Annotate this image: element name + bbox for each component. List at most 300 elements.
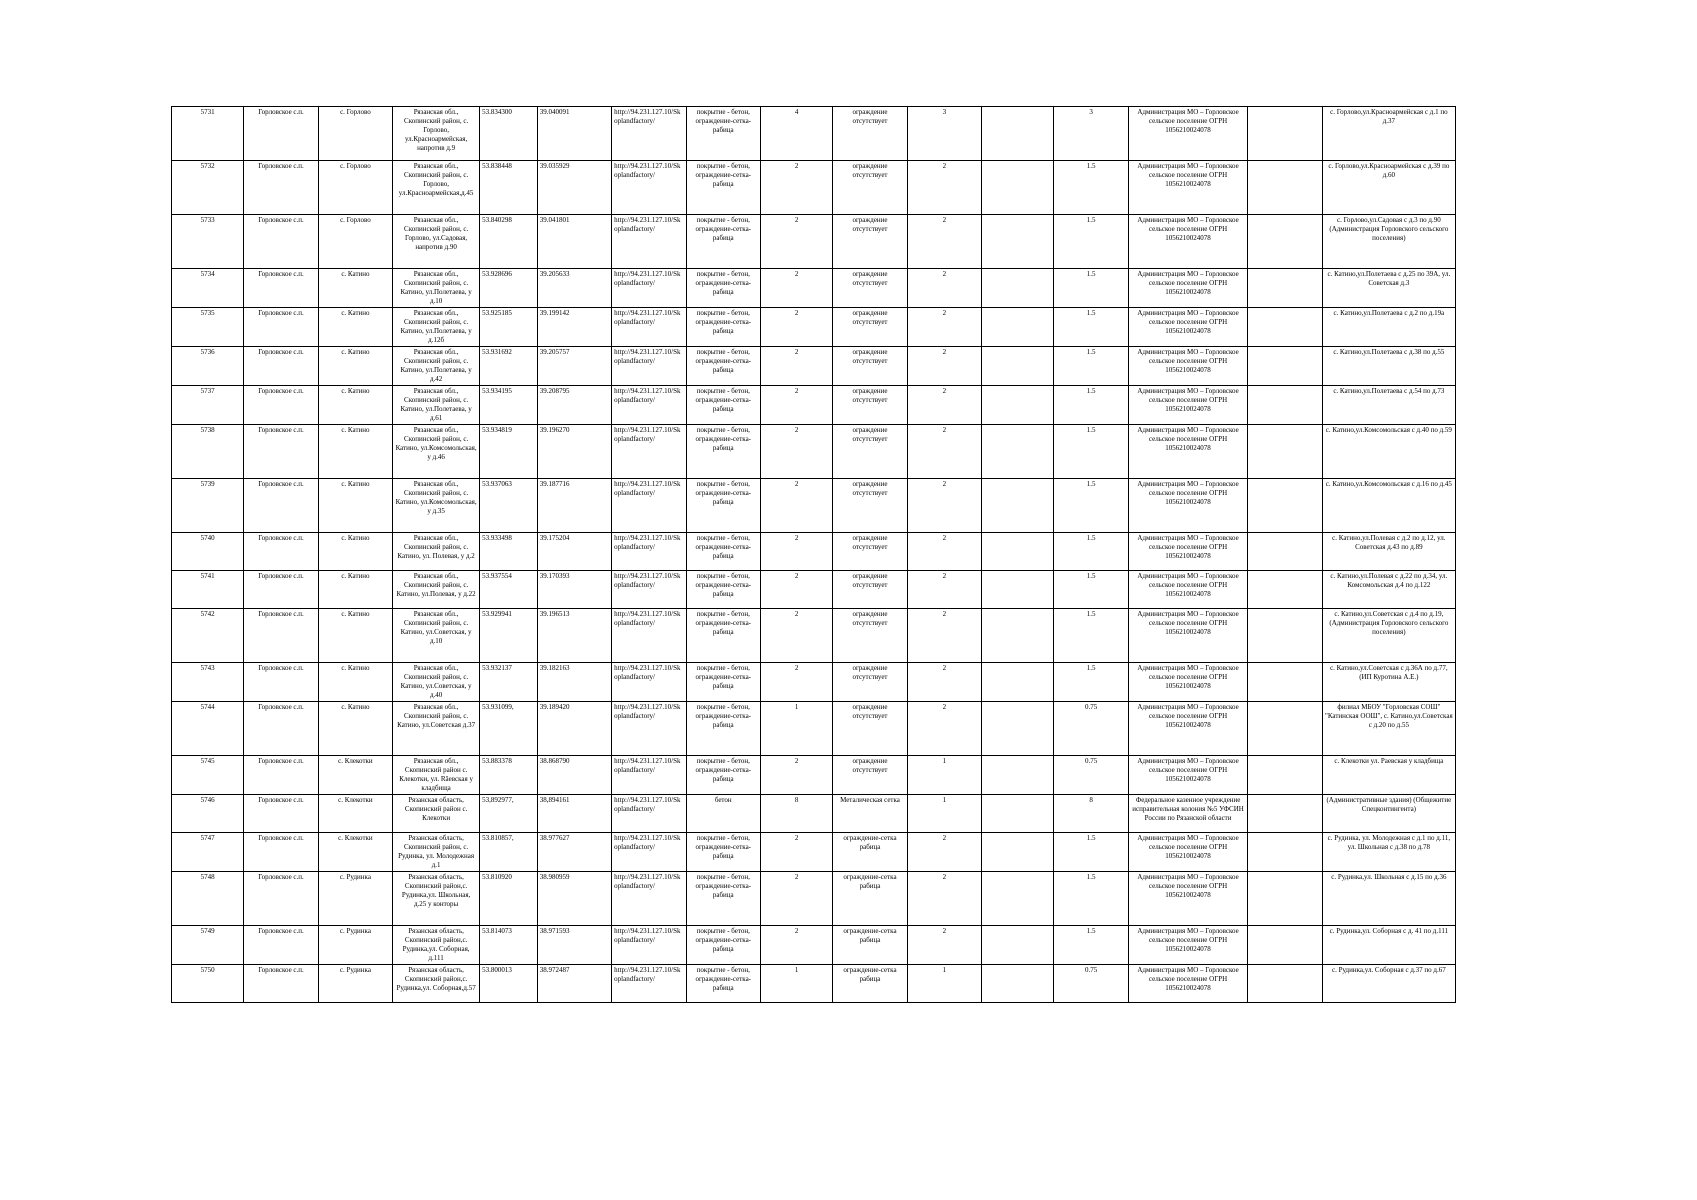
map-link-cell[interactable]: http://94.231.127.10/Skoplandfactory/	[612, 872, 686, 926]
empty-cell-cell	[982, 663, 1054, 702]
table-row	[172, 269, 1456, 308]
surface-type-cell: покрытие - бетон, ограждение-сетка-рабица	[686, 479, 760, 533]
locality-cell: с. Катино	[318, 347, 392, 386]
container-area-cell: 2	[760, 833, 832, 872]
settlement-cell: Горловское с.п.	[244, 663, 318, 702]
served-objects-cell: с. Рудинка,ул. Соборная с д. 41 по д.111	[1322, 926, 1455, 965]
container-count-cell: 2	[907, 702, 981, 756]
fence-type-cell: Металическая сетка	[833, 795, 907, 833]
row-id-cell: 5738	[172, 425, 244, 479]
latitude-cell: 53.840298	[480, 215, 538, 269]
served-objects-cell: с. Рудинка, ул. Молодежная с д.1 по д.11, ул. Школьная с д.38 по д.78	[1322, 833, 1455, 872]
served-objects-cell: с. Катино,ул.Полетаева с д.38 по д.55	[1322, 347, 1455, 386]
map-link-cell[interactable]: http://94.231.127.10/Skoplandfactory/	[612, 425, 686, 479]
container-volume-cell: 1.5	[1054, 308, 1128, 347]
empty-cell-cell	[982, 308, 1054, 347]
container-count-cell: 2	[907, 425, 981, 479]
empty-cell-cell	[1248, 926, 1322, 965]
latitude-cell: 53.937063	[480, 479, 538, 533]
settlement-cell: Горловское с.п.	[244, 571, 318, 609]
latitude-cell: 53.925185	[480, 308, 538, 347]
settlement-cell: Горловское с.п.	[244, 533, 318, 571]
latitude-cell: 53.928696	[480, 269, 538, 308]
served-objects-cell: с. Рудинка,ул. Школьная с д.15 по д.36	[1322, 872, 1455, 926]
container-volume-cell: 3	[1054, 107, 1128, 161]
row-id-cell: 5735	[172, 308, 244, 347]
table-row	[172, 479, 1456, 533]
locality-cell: с. Катино	[318, 308, 392, 347]
map-link-cell[interactable]: http://94.231.127.10/Skoplandfactory/	[612, 269, 686, 308]
empty-cell-cell	[982, 833, 1054, 872]
served-objects-cell: с. Рудинка,ул. Соборная с д.37 по д.67	[1322, 965, 1455, 1003]
surface-type-cell: покрытие - бетон, ограждение-сетка-рабица	[686, 308, 760, 347]
address-cell: Рязанская обл., Скопинский район, с. Катино, ул.Советская, у д.10	[393, 609, 480, 663]
registry-table	[171, 106, 1456, 1003]
settlement-cell: Горловское с.п.	[244, 269, 318, 308]
container-area-cell: 2	[760, 308, 832, 347]
address-cell: Рязанская область, Скопинский район,с. Рудинка,ул. Школьная, д.25 у конторы	[393, 872, 480, 926]
address-cell: Рязанская обл., Скопинский район с. Клекотки, ул. Râевская у кладбища	[393, 756, 480, 795]
locality-cell: с. Горлово	[318, 161, 392, 215]
empty-cell-cell	[982, 571, 1054, 609]
container-count-cell: 2	[907, 386, 981, 425]
settlement-cell: Горловское с.п.	[244, 609, 318, 663]
longitude-cell: 39.187716	[537, 479, 611, 533]
map-link-cell[interactable]: http://94.231.127.10/Skoplandfactory/	[612, 479, 686, 533]
container-area-cell: 1	[760, 702, 832, 756]
settlement-cell: Горловское с.п.	[244, 107, 318, 161]
container-volume-cell: 1.5	[1054, 833, 1128, 872]
owner-cell: Администрация МО – Горловское сельское поселение ОГРН 1056210024078	[1128, 347, 1247, 386]
map-link-cell[interactable]: http://94.231.127.10/Skoplandfactory/	[612, 926, 686, 965]
served-objects-cell: с. Катино,ул.Комсомольская с д.16 по д.45	[1322, 479, 1455, 533]
row-id-cell: 5750	[172, 965, 244, 1003]
surface-type-cell: покрытие - бетон, ограждение-сетка-рабица	[686, 609, 760, 663]
empty-cell-cell	[982, 269, 1054, 308]
registry-rows	[172, 107, 1456, 1003]
container-count-cell: 1	[907, 795, 981, 833]
owner-cell: Администрация МО – Горловское сельское поселение ОГРН 1056210024078	[1128, 571, 1247, 609]
container-area-cell: 2	[760, 347, 832, 386]
owner-cell: Администрация МО – Горловское сельское поселение ОГРН 1056210024078	[1128, 663, 1247, 702]
fence-type-cell: ограждение отсутствует	[833, 347, 907, 386]
map-link-cell[interactable]: http://94.231.127.10/Skoplandfactory/	[612, 609, 686, 663]
empty-cell-cell	[982, 479, 1054, 533]
fence-type-cell: ограждение отсутствует	[833, 571, 907, 609]
surface-type-cell: покрытие - бетон, ограждение-сетка-рабица	[686, 965, 760, 1003]
empty-cell-cell	[1248, 795, 1322, 833]
table-row	[172, 965, 1456, 1003]
longitude-cell: 39.208795	[537, 386, 611, 425]
surface-type-cell: покрытие - бетон, ограждение-сетка-рабица	[686, 161, 760, 215]
container-volume-cell: 1.5	[1054, 663, 1128, 702]
container-count-cell: 1	[907, 756, 981, 795]
surface-type-cell: покрытие - бетон, ограждение-сетка-рабица	[686, 107, 760, 161]
container-area-cell: 2	[760, 269, 832, 308]
container-volume-cell: 0.75	[1054, 702, 1128, 756]
surface-type-cell: покрытие - бетон, ограждение-сетка-рабица	[686, 533, 760, 571]
fence-type-cell: ограждение-сетка рабица	[833, 872, 907, 926]
container-volume-cell: 1.5	[1054, 425, 1128, 479]
owner-cell: Администрация МО – Горловское сельское поселение ОГРН 1056210024078	[1128, 269, 1247, 308]
container-volume-cell: 1.5	[1054, 872, 1128, 926]
surface-type-cell: покрытие - бетон, ограждение-сетка-рабица	[686, 702, 760, 756]
row-id-cell: 5743	[172, 663, 244, 702]
address-cell: Рязанская обл., Скопинский район, с. Горлово, ул.Садовая, напротив д.90	[393, 215, 480, 269]
longitude-cell: 39.035929	[537, 161, 611, 215]
table-row	[172, 663, 1456, 702]
table-row	[172, 756, 1456, 795]
owner-cell: Федеральное казенное учреждение исправительная колония №5 УФСИН России по Рязанской области	[1128, 795, 1247, 833]
empty-cell-cell	[1248, 347, 1322, 386]
owner-cell: Администрация МО – Горловское сельское поселение ОГРН 1056210024078	[1128, 308, 1247, 347]
container-volume-cell: 1.5	[1054, 161, 1128, 215]
row-id-cell: 5734	[172, 269, 244, 308]
empty-cell-cell	[1248, 609, 1322, 663]
locality-cell: с. Клекотки	[318, 833, 392, 872]
locality-cell: с. Катино	[318, 479, 392, 533]
map-link-cell[interactable]: http://94.231.127.10/Skoplandfactory/	[612, 107, 686, 161]
map-link-cell[interactable]: http://94.231.127.10/Skoplandfactory/	[612, 347, 686, 386]
settlement-cell: Горловское с.п.	[244, 479, 318, 533]
fence-type-cell: ограждение отсутствует	[833, 479, 907, 533]
map-link-cell[interactable]: http://94.231.127.10/Skoplandfactory/	[612, 795, 686, 833]
longitude-cell: 39.196513	[537, 609, 611, 663]
map-link-cell[interactable]: http://94.231.127.10/Skoplandfactory/	[612, 663, 686, 702]
surface-type-cell: покрытие - бетон, ограждение-сетка-рабица	[686, 571, 760, 609]
fence-type-cell: ограждение-сетка рабица	[833, 965, 907, 1003]
longitude-cell: 39.041801	[537, 215, 611, 269]
served-objects-cell: (Административные здания) (Общежитие Спецконтингента)	[1322, 795, 1455, 833]
served-objects-cell: филиал МБОУ "Горловская СОШ" "Катинская ООШ", с. Катино,ул.Советская с д.20 по д.55	[1322, 702, 1455, 756]
longitude-cell: 39.189420	[537, 702, 611, 756]
locality-cell: с. Катино	[318, 386, 392, 425]
longitude-cell: 38.868790	[537, 756, 611, 795]
latitude-cell: 53,892977,	[480, 795, 538, 833]
longitude-cell: 39.205757	[537, 347, 611, 386]
latitude-cell: 53.838448	[480, 161, 538, 215]
owner-cell: Администрация МО – Горловское сельское поселение ОГРН 1056210024078	[1128, 965, 1247, 1003]
map-link-cell[interactable]: http://94.231.127.10/Skoplandfactory/	[612, 965, 686, 1003]
latitude-cell: 53.883378	[480, 756, 538, 795]
container-area-cell: 2	[760, 756, 832, 795]
container-volume-cell: 1.5	[1054, 347, 1128, 386]
container-volume-cell: 1.5	[1054, 386, 1128, 425]
locality-cell: с. Рудинка	[318, 965, 392, 1003]
container-count-cell: 1	[907, 965, 981, 1003]
row-id-cell: 5749	[172, 926, 244, 965]
locality-cell: с. Катино	[318, 269, 392, 308]
container-count-cell: 2	[907, 269, 981, 308]
map-link-cell[interactable]: http://94.231.127.10/Skoplandfactory/	[612, 756, 686, 795]
fence-type-cell: ограждение отсутствует	[833, 702, 907, 756]
address-cell: Рязанская обл., Скопинский район, с. Катино, ул.Полетаева, у д.42	[393, 347, 480, 386]
owner-cell: Администрация МО – Горловское сельское поселение ОГРН 1056210024078	[1128, 872, 1247, 926]
container-area-cell: 2	[760, 663, 832, 702]
latitude-cell: 53.800013	[480, 965, 538, 1003]
container-volume-cell: 1.5	[1054, 533, 1128, 571]
table-row	[172, 833, 1456, 872]
fence-type-cell: ограждение отсутствует	[833, 161, 907, 215]
row-id-cell: 5732	[172, 161, 244, 215]
fence-type-cell: ограждение-сетка рабица	[833, 926, 907, 965]
table-row	[172, 609, 1456, 663]
empty-cell-cell	[1248, 833, 1322, 872]
container-count-cell: 2	[907, 609, 981, 663]
table-row	[172, 795, 1456, 833]
longitude-cell: 38.977627	[537, 833, 611, 872]
empty-cell-cell	[1248, 107, 1322, 161]
map-link-cell[interactable]: http://94.231.127.10/Skoplandfactory/	[612, 533, 686, 571]
empty-cell-cell	[1248, 479, 1322, 533]
empty-cell-cell	[982, 215, 1054, 269]
owner-cell: Администрация МО – Горловское сельское поселение ОГРН 1056210024078	[1128, 833, 1247, 872]
locality-cell: с. Катино	[318, 609, 392, 663]
address-cell: Рязанская обл., Скопинский район, с. Катино, ул.Комсомольская, у д.46	[393, 425, 480, 479]
table-row	[172, 347, 1456, 386]
address-cell: Рязанская обл., Скопинский район, с. Катино, ул.Полевая, у д.22	[393, 571, 480, 609]
empty-cell-cell	[1248, 269, 1322, 308]
served-objects-cell: с. Катино,ул.Полетаева с д.2 по д.19а	[1322, 308, 1455, 347]
address-cell: Рязанская обл., Скопинский район, с. Катино, ул.Полетаева, у д.10	[393, 269, 480, 308]
served-objects-cell: с. Клекотки ул. Раевская у кладбища	[1322, 756, 1455, 795]
owner-cell: Администрация МО – Горловское сельское поселение ОГРН 1056210024078	[1128, 609, 1247, 663]
settlement-cell: Горловское с.п.	[244, 795, 318, 833]
surface-type-cell: покрытие - бетон, ограждение-сетка-рабица	[686, 215, 760, 269]
locality-cell: с. Рудинка	[318, 926, 392, 965]
latitude-cell: 53.933498	[480, 533, 538, 571]
row-id-cell: 5748	[172, 872, 244, 926]
container-volume-cell: 1.5	[1054, 926, 1128, 965]
locality-cell: с. Горлово	[318, 107, 392, 161]
locality-cell: с. Катино	[318, 702, 392, 756]
settlement-cell: Горловское с.п.	[244, 161, 318, 215]
container-count-cell: 2	[907, 926, 981, 965]
latitude-cell: 53.810920	[480, 872, 538, 926]
empty-cell-cell	[1248, 215, 1322, 269]
container-area-cell: 1	[760, 965, 832, 1003]
locality-cell: с. Горлово	[318, 215, 392, 269]
served-objects-cell: с. Горлово,ул.Садовая с д.3 по д.90 (Администрация Горловского сельского поселения)	[1322, 215, 1455, 269]
table-row	[172, 872, 1456, 926]
longitude-cell: 39.170393	[537, 571, 611, 609]
row-id-cell: 5745	[172, 756, 244, 795]
fence-type-cell: ограждение отсутствует	[833, 107, 907, 161]
surface-type-cell: покрытие - бетон, ограждение-сетка-рабица	[686, 833, 760, 872]
owner-cell: Администрация МО – Горловское сельское поселение ОГРН 1056210024078	[1128, 161, 1247, 215]
row-id-cell: 5744	[172, 702, 244, 756]
surface-type-cell: покрытие - бетон, ограждение-сетка-рабица	[686, 756, 760, 795]
container-area-cell: 2	[760, 479, 832, 533]
served-objects-cell: с. Катино,ул.Советская с д.36А по д.77, (ИП Куротина А.Е.)	[1322, 663, 1455, 702]
container-area-cell: 2	[760, 926, 832, 965]
settlement-cell: Горловское с.п.	[244, 926, 318, 965]
table-row	[172, 926, 1456, 965]
locality-cell: с. Катино	[318, 663, 392, 702]
settlement-cell: Горловское с.п.	[244, 425, 318, 479]
empty-cell-cell	[982, 347, 1054, 386]
container-count-cell: 2	[907, 347, 981, 386]
container-volume-cell: 8	[1054, 795, 1128, 833]
served-objects-cell: с. Катино,ул.Полевая с д.22 по д.34, ул. Комсомольская д.4 по д.122	[1322, 571, 1455, 609]
longitude-cell: 38.972487	[537, 965, 611, 1003]
latitude-cell: 53.937554	[480, 571, 538, 609]
owner-cell: Администрация МО – Горловское сельское поселение ОГРН 1056210024078	[1128, 479, 1247, 533]
empty-cell-cell	[982, 425, 1054, 479]
latitude-cell: 53.834300	[480, 107, 538, 161]
container-volume-cell: 0.75	[1054, 756, 1128, 795]
table-row	[172, 425, 1456, 479]
container-area-cell: 2	[760, 533, 832, 571]
container-area-cell: 2	[760, 609, 832, 663]
surface-type-cell: покрытие - бетон, ограждение-сетка-рабица	[686, 386, 760, 425]
row-id-cell: 5736	[172, 347, 244, 386]
container-area-cell: 4	[760, 107, 832, 161]
settlement-cell: Горловское с.п.	[244, 833, 318, 872]
owner-cell: Администрация МО – Горловское сельское поселение ОГРН 1056210024078	[1128, 926, 1247, 965]
latitude-cell: 53.934819	[480, 425, 538, 479]
address-cell: Рязанская обл., Скопинский район, с. Катино, ул.Полетаева, у д.12б	[393, 308, 480, 347]
latitude-cell: 53.934195	[480, 386, 538, 425]
container-count-cell: 2	[907, 533, 981, 571]
container-area-cell: 2	[760, 872, 832, 926]
surface-type-cell: покрытие - бетон, ограждение-сетка-рабица	[686, 347, 760, 386]
empty-cell-cell	[982, 161, 1054, 215]
container-area-cell: 8	[760, 795, 832, 833]
container-count-cell: 2	[907, 663, 981, 702]
longitude-cell: 38,894161	[537, 795, 611, 833]
longitude-cell: 39.196270	[537, 425, 611, 479]
served-objects-cell: с. Катино,ул.Полевая с д.2 по д.12, ул. Советская д.43 по д.89	[1322, 533, 1455, 571]
container-count-cell: 2	[907, 479, 981, 533]
address-cell: Рязанская обл., Скопинский район, с. Катино, ул.Советская, у д.40	[393, 663, 480, 702]
served-objects-cell: с. Горлово,ул.Красноармейская с д.1 по д.37	[1322, 107, 1455, 161]
empty-cell-cell	[1248, 702, 1322, 756]
map-link-cell[interactable]: http://94.231.127.10/Skoplandfactory/	[612, 571, 686, 609]
owner-cell: Администрация МО – Горловское сельское поселение ОГРН 1056210024078	[1128, 533, 1247, 571]
container-count-cell: 2	[907, 571, 981, 609]
settlement-cell: Горловское с.п.	[244, 756, 318, 795]
container-count-cell: 2	[907, 833, 981, 872]
empty-cell-cell	[1248, 386, 1322, 425]
served-objects-cell: с. Катино,ул.Комсомольская с д.40 по д.59	[1322, 425, 1455, 479]
empty-cell-cell	[982, 756, 1054, 795]
address-cell: Рязанская обл., Скопинский район, с. Катино, ул.Советская д.37	[393, 702, 480, 756]
map-link-cell[interactable]: http://94.231.127.10/Skoplandfactory/	[612, 833, 686, 872]
row-id-cell: 5747	[172, 833, 244, 872]
empty-cell-cell	[1248, 308, 1322, 347]
locality-cell: с. Клекотки	[318, 795, 392, 833]
empty-cell-cell	[982, 107, 1054, 161]
table-row	[172, 215, 1456, 269]
map-link-cell[interactable]: http://94.231.127.10/Skoplandfactory/	[612, 308, 686, 347]
map-link-cell[interactable]: http://94.231.127.10/Skoplandfactory/	[612, 161, 686, 215]
surface-type-cell: покрытие - бетон, ограждение-сетка-рабица	[686, 872, 760, 926]
latitude-cell: 53.810857,	[480, 833, 538, 872]
latitude-cell: 53.814073	[480, 926, 538, 965]
row-id-cell: 5733	[172, 215, 244, 269]
served-objects-cell: с. Катино,ул.Полетаева с д.54 по д.73	[1322, 386, 1455, 425]
empty-cell-cell	[982, 702, 1054, 756]
owner-cell: Администрация МО – Горловское сельское поселение ОГРН 1056210024078	[1128, 107, 1247, 161]
container-area-cell: 2	[760, 215, 832, 269]
address-cell: Рязанская обл., Скопинский район, с. Горлово, ул.Красноармейская,д.45	[393, 161, 480, 215]
latitude-cell: 53.932137	[480, 663, 538, 702]
settlement-cell: Горловское с.п.	[244, 965, 318, 1003]
locality-cell: с. Катино	[318, 533, 392, 571]
table-row	[172, 533, 1456, 571]
locality-cell: с. Катино	[318, 571, 392, 609]
container-volume-cell: 1.5	[1054, 269, 1128, 308]
empty-cell-cell	[982, 965, 1054, 1003]
empty-cell-cell	[1248, 663, 1322, 702]
table-row	[172, 386, 1456, 425]
fence-type-cell: ограждение отсутствует	[833, 215, 907, 269]
address-cell: Рязанская обл., Скопинский район, с. Горлово, ул.Красноармейская, напротив д.9	[393, 107, 480, 161]
served-objects-cell: с. Катино,ул.Советская с д.4 по д.19, (Администрация Горловского сельского поселения)	[1322, 609, 1455, 663]
locality-cell: с. Катино	[318, 425, 392, 479]
row-id-cell: 5737	[172, 386, 244, 425]
served-objects-cell: с. Катино,ул.Полетаева с д.25 по 39А, ул. Советская д.3	[1322, 269, 1455, 308]
address-cell: Рязанская обл., Скопинский район, с. Катино, ул. Полевая, у д.2	[393, 533, 480, 571]
fence-type-cell: ограждение отсутствует	[833, 533, 907, 571]
surface-type-cell: покрытие - бетон, ограждение-сетка-рабица	[686, 926, 760, 965]
container-volume-cell: 1.5	[1054, 215, 1128, 269]
address-cell: Рязанская область, Скопинский район,с. Рудинка,ул. Соборная, д.111	[393, 926, 480, 965]
table-row	[172, 702, 1456, 756]
map-link-cell[interactable]: http://94.231.127.10/Skoplandfactory/	[612, 215, 686, 269]
owner-cell: Администрация МО – Горловское сельское поселение ОГРН 1056210024078	[1128, 702, 1247, 756]
table-row	[172, 161, 1456, 215]
map-link-cell[interactable]: http://94.231.127.10/Skoplandfactory/	[612, 386, 686, 425]
empty-cell-cell	[982, 926, 1054, 965]
fence-type-cell: ограждение отсутствует	[833, 269, 907, 308]
latitude-cell: 53.931099,	[480, 702, 538, 756]
container-count-cell: 2	[907, 872, 981, 926]
served-objects-cell: с. Горлово,ул.Красноармейская с д.39 по д.60	[1322, 161, 1455, 215]
owner-cell: Администрация МО – Горловское сельское поселение ОГРН 1056210024078	[1128, 756, 1247, 795]
fence-type-cell: ограждение отсутствует	[833, 663, 907, 702]
empty-cell-cell	[982, 609, 1054, 663]
address-cell: Рязанская область, Скопинский район, с. Рудинка, ул. Молодежная д.1	[393, 833, 480, 872]
empty-cell-cell	[1248, 756, 1322, 795]
row-id-cell: 5742	[172, 609, 244, 663]
container-count-cell: 2	[907, 161, 981, 215]
owner-cell: Администрация МО – Горловское сельское поселение ОГРН 1056210024078	[1128, 386, 1247, 425]
map-link-cell[interactable]: http://94.231.127.10/Skoplandfactory/	[612, 702, 686, 756]
container-volume-cell: 1.5	[1054, 609, 1128, 663]
table-row	[172, 571, 1456, 609]
longitude-cell: 38.971593	[537, 926, 611, 965]
empty-cell-cell	[982, 386, 1054, 425]
container-area-cell: 2	[760, 425, 832, 479]
empty-cell-cell	[1248, 533, 1322, 571]
row-id-cell: 5741	[172, 571, 244, 609]
locality-cell: с. Рудинка	[318, 872, 392, 926]
settlement-cell: Горловское с.п.	[244, 347, 318, 386]
container-volume-cell: 1.5	[1054, 571, 1128, 609]
longitude-cell: 39.205633	[537, 269, 611, 308]
empty-cell-cell	[982, 533, 1054, 571]
fence-type-cell: ограждение отсутствует	[833, 609, 907, 663]
longitude-cell: 38.980959	[537, 872, 611, 926]
locality-cell: с. Клекотки	[318, 756, 392, 795]
fence-type-cell: ограждение отсутствует	[833, 756, 907, 795]
container-volume-cell: 0.75	[1054, 965, 1128, 1003]
settlement-cell: Горловское с.п.	[244, 702, 318, 756]
fence-type-cell: ограждение отсутствует	[833, 308, 907, 347]
settlement-cell: Горловское с.п.	[244, 215, 318, 269]
